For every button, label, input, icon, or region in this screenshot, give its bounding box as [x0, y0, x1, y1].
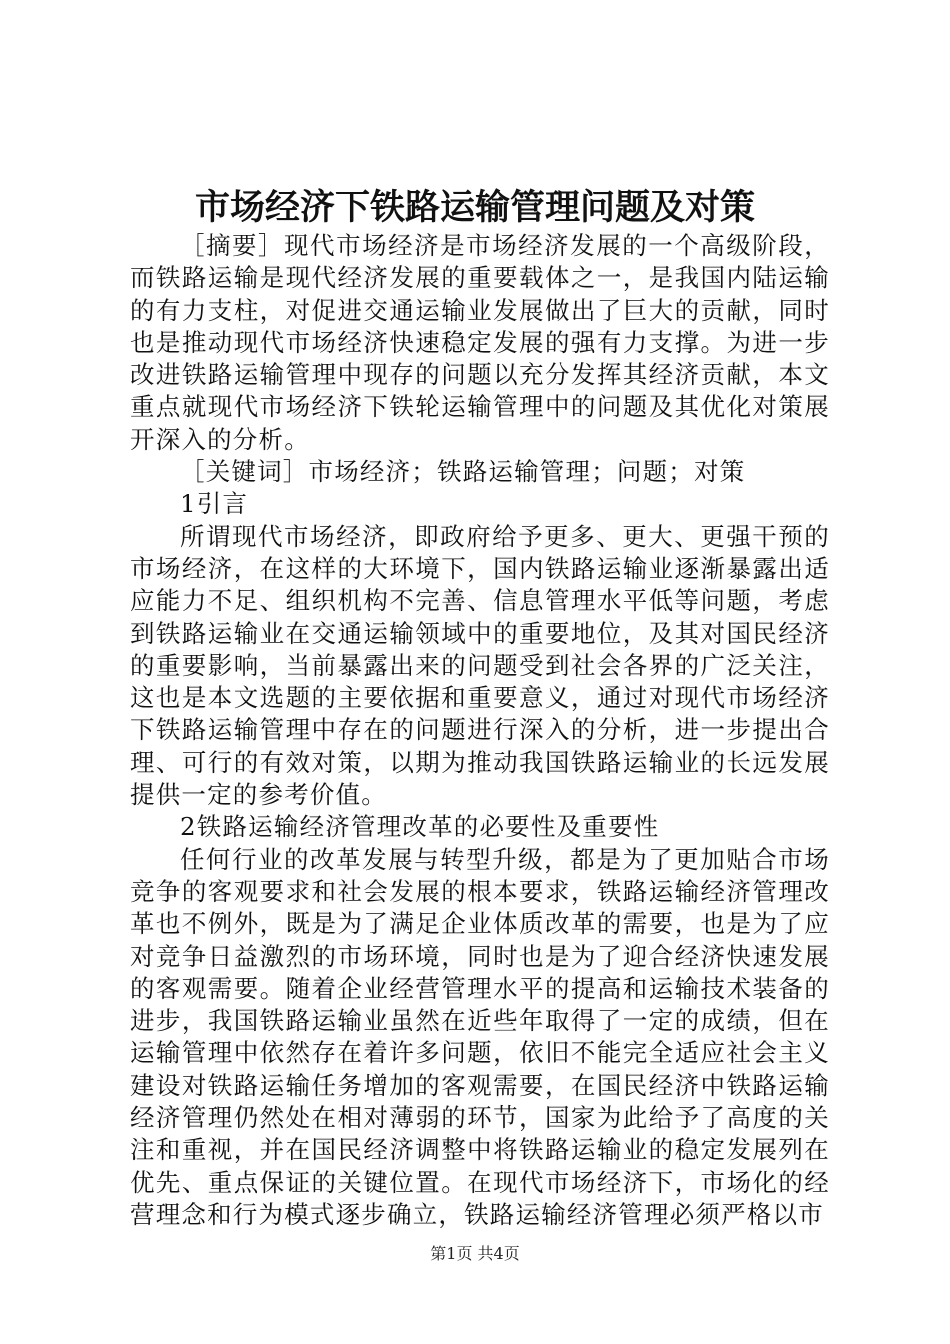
section-heading-introduction: 1引言	[180, 489, 249, 519]
abstract-paragraph: ［摘要］现代市场经济是市场经济发展的一个高级阶段，而铁路运输是现代经济发展的重要载体之一，是我国内陆运输的有力支柱，对促进交通运输业发展做出了巨大的贡献，同时也是推动现代市场经济快速稳定发展的强有力支撑。为进一步改进铁路运输管理中现存的问题以充分发挥其经济贡献，本文重点就现代市场经济下铁轮运输管理中的问题及其优化对策展开深入的分析。	[130, 231, 830, 454]
keywords-paragraph: ［关键词］市场经济；铁路运输管理；问题；对策	[180, 457, 746, 487]
introduction-paragraph: 所谓现代市场经济，即政府给予更多、更大、更强干预的市场经济，在这样的大环境下，国内铁路运输业逐渐暴露出适应能力不足、组织机构不完善、信息管理水平低等问题，考虑到铁路运输业在交通运输领域中的重要地位，及其对国民经济的重要影响，当前暴露出来的问题受到社会各界的广泛关注，这也是本文选题的主要依据和重要意义，通过对现代市场经济下铁路运输管理中存在的问题进行深入的分析，进一步提出合理、可行的有效对策，以期为推动我国铁路运输业的长远发展提供一定的参考价值。	[130, 521, 830, 810]
document-body	[130, 230, 830, 1231]
section-heading-reform: 2铁路运输经济管理改革的必要性及重要性	[180, 812, 660, 842]
document-title: 市场经济下铁路运输管理问题及对策	[194, 187, 755, 228]
page-number-footer: 第1页 共4页	[430, 1244, 520, 1263]
reform-paragraph: 任何行业的改革发展与转型升级，都是为了更加贴合市场竞争的客观要求和社会发展的根本要求，铁路运输经济管理改革也不例外，既是为了满足企业体质改革的需要，也是为了应对竞争日益激烈的市场环境，同时也是为了迎合经济快速发展的客观需要。随着企业经营管理水平的提高和运输技术装备的进步，我国铁路运输业虽然在近些年取得了一定的成绩，但在运输管理中依然存在着许多问题，依旧不能完全适应社会主义建设对铁路运输任务增加的客观需要，在国民经济中铁路运输经济管理仍然处在相对薄弱的环节，国家为此给予了高度的关注和重视，并在国民经济调整中将铁路运输业的稳定发展列在优先、重点保证的关键位置。在现代市场经济下，市场化的经营理念和行为模式逐步确立，铁路运输经济管理必须严格以市	[130, 844, 830, 1229]
